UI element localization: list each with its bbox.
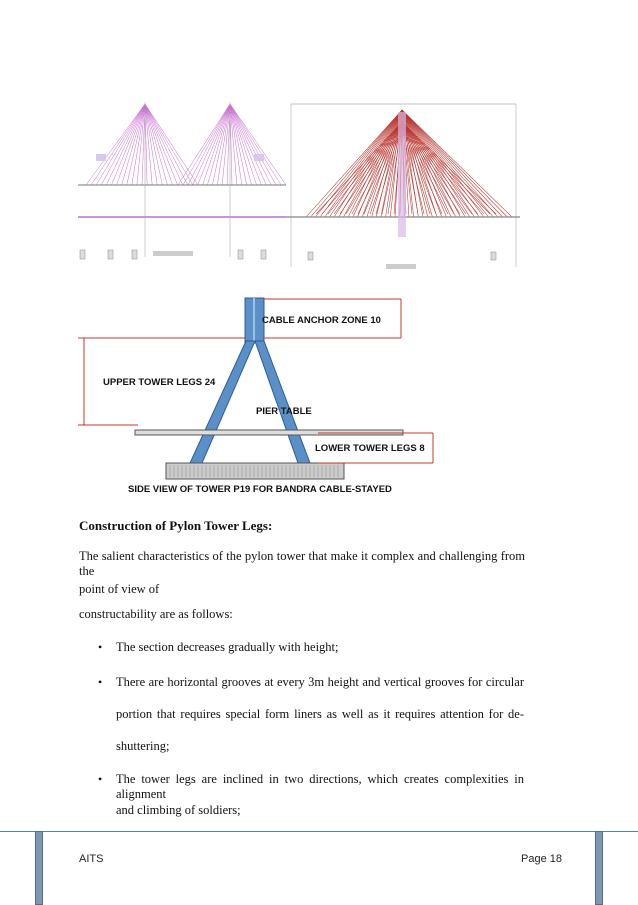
bridge-elevation-single-pylon <box>286 92 520 277</box>
footer-left-bar <box>35 831 43 905</box>
label-pier-table: PIER TABLE <box>256 406 312 417</box>
label-lower-tower-legs: LOWER TOWER LEGS 8 <box>315 443 425 454</box>
bullet-1-line-1: The section decreases gradually with height; <box>116 640 339 654</box>
footer-rule <box>0 831 638 832</box>
bullet-marker: • <box>98 772 103 786</box>
footer-left-text: AITS <box>79 853 104 865</box>
label-upper-tower-legs: UPPER TOWER LEGS 24 <box>103 377 216 388</box>
bullet-3-line-2: and climbing of soldiers; <box>116 803 241 817</box>
section-heading: Construction of Pylon Tower Legs: <box>79 518 273 533</box>
intro-line-3: constructability are as follows: <box>79 607 233 621</box>
bullet-2-line-3: shuttering; <box>116 739 170 753</box>
intro-line-1: The salient characteristics of the pylon tower that make it complex and challenging from the <box>79 549 525 578</box>
bullet-marker: • <box>98 675 103 689</box>
footer-page-number: Page 18 <box>521 853 562 865</box>
bullet-2-line-2: portion that requires special form liners as well as it requires attention for de- <box>116 707 524 721</box>
figure-caption: SIDE VIEW OF TOWER P19 FOR BANDRA CABLE-STAYED <box>128 484 392 495</box>
bullet-marker: • <box>98 640 103 654</box>
bullet-2-line-1: There are horizontal grooves at every 3m height and vertical grooves for circular <box>116 675 524 689</box>
tower-side-view-diagram <box>78 293 440 500</box>
bullet-3-line-1: The tower legs are inclined in two directions, which creates complexities in alignment <box>116 772 524 801</box>
intro-line-2: point of view of <box>79 582 160 596</box>
footer-right-bar <box>595 831 603 905</box>
bridge-elevation-twin-pylon <box>78 92 288 277</box>
label-cable-anchor-zone: CABLE ANCHOR ZONE 10 <box>262 315 381 326</box>
